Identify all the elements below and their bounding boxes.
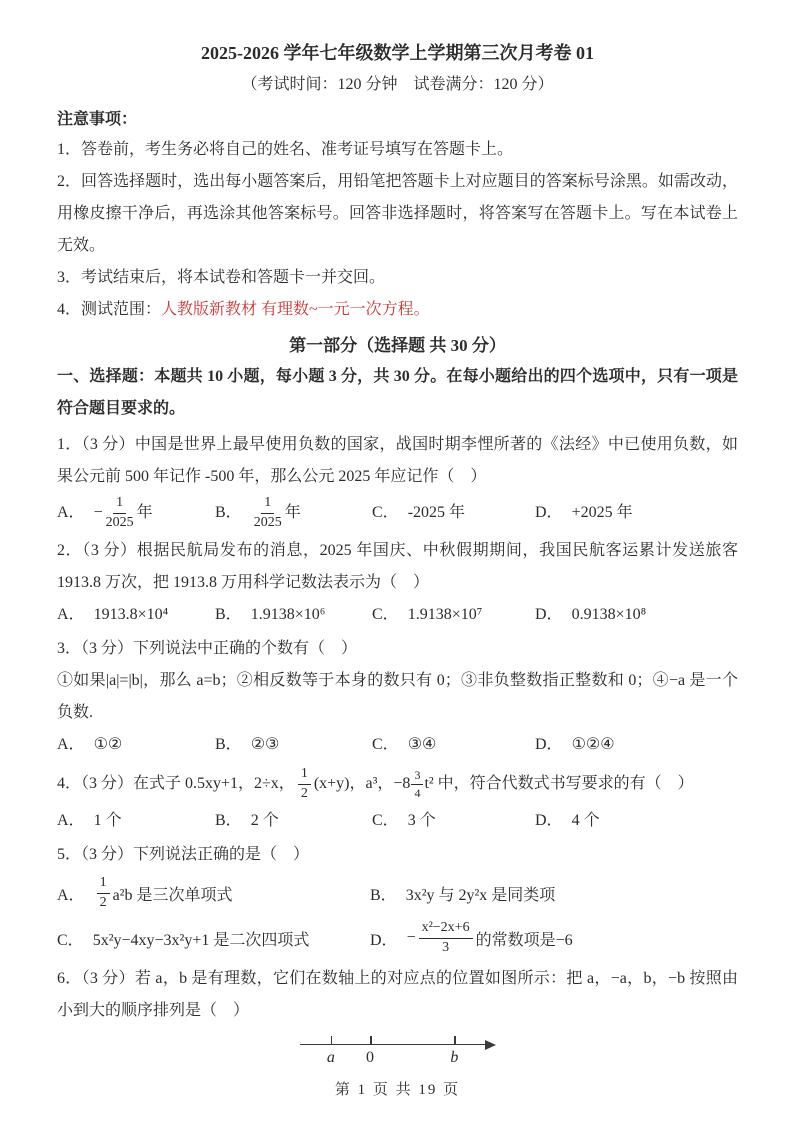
tick-a bbox=[331, 1036, 333, 1045]
option-label-d: D． bbox=[535, 812, 563, 829]
question-5-options-row-2 bbox=[57, 915, 738, 961]
fraction bbox=[411, 769, 423, 799]
question-4-options bbox=[57, 805, 738, 837]
q2-option-b bbox=[215, 599, 372, 631]
notice-item-3: 3．考试结束后，将本试卷和答题卡一并交回。 bbox=[57, 269, 386, 286]
q2-option-a bbox=[57, 599, 215, 631]
option-value: ①② bbox=[93, 736, 123, 753]
mixed-number-sign: −8 bbox=[393, 775, 411, 792]
option-value: -2025 年 bbox=[407, 504, 466, 521]
option-value: ①②④ bbox=[571, 736, 615, 753]
option-label-d: D． bbox=[370, 931, 398, 949]
notice-item-4 bbox=[57, 294, 738, 326]
option-label-b: B． bbox=[215, 606, 242, 623]
fraction bbox=[106, 496, 134, 530]
notice-item-4-prefix: 4．测试范围： bbox=[57, 301, 162, 318]
fraction bbox=[419, 921, 473, 955]
fraction-numerator: 1 bbox=[97, 876, 110, 894]
q5-option-d bbox=[370, 921, 738, 955]
option-label-d: D． bbox=[535, 504, 563, 521]
q4-option-d bbox=[535, 805, 738, 837]
q4-stem-prefix: 4．（3 分）在式子 0.5xy+1，2÷x， bbox=[57, 775, 295, 792]
question-1-stem: 1．（3 分）中国是世界上最早使用负数的国家，战国时期李悝所著的《法经》中已使用负数，如果公元前 500 年记作 -500 年，那么公元 2025 年应记作（ ） bbox=[57, 436, 738, 485]
page-title: 2025-2026 学年七年级数学上学期第三次月考卷 01 bbox=[201, 43, 594, 63]
fraction-denominator: 2 bbox=[99, 894, 107, 910]
fraction bbox=[254, 496, 282, 530]
option-label-c: C． bbox=[57, 931, 84, 949]
fraction-numerator: 1 bbox=[298, 767, 311, 785]
option-suffix: 年 bbox=[284, 504, 301, 521]
option-label-c: C． bbox=[372, 504, 399, 521]
fraction-denominator: 4 bbox=[414, 785, 421, 800]
q4-stem-suffix: t² 中，符合代数式书写要求的有（ ） bbox=[424, 775, 694, 792]
option-value: 3x²y 与 2y²x 是同类项 bbox=[405, 886, 556, 904]
page-number-footer: 第 1 页 共 19 页 bbox=[334, 1082, 461, 1098]
fraction-numerator: x²−2x+6 bbox=[419, 921, 473, 939]
q4-option-c bbox=[372, 805, 535, 837]
question-1-options bbox=[57, 493, 738, 533]
fraction bbox=[97, 876, 110, 910]
option-value: 1.9138×10⁷ bbox=[407, 606, 483, 623]
option-value: 5x²y−4xy−3x²y+1 是二次四项式 bbox=[92, 931, 310, 949]
option-label-c: C． bbox=[372, 606, 399, 623]
question-3-statements: ①如果|a|=|b|，那么 a=b；②相反数等于本身的数只有 0；③非负整数指正整数和 0；④−a 是一个负数. bbox=[57, 672, 738, 721]
option-label-c: C． bbox=[372, 812, 399, 829]
number-line bbox=[300, 1029, 496, 1073]
fraction-denominator: 3 bbox=[442, 939, 450, 955]
fraction-denominator: 2025 bbox=[253, 514, 282, 530]
option-value: +2025 年 bbox=[571, 504, 633, 521]
axis-arrow-icon bbox=[485, 1040, 496, 1050]
option-suffix: 年 bbox=[136, 504, 153, 521]
q1-option-b bbox=[215, 496, 372, 530]
option-suffix: a²b 是三次单项式 bbox=[112, 886, 233, 904]
label-a: a bbox=[326, 1049, 335, 1066]
option-value: ②③ bbox=[250, 736, 280, 753]
question-6-stem: 6．（3 分）若 a，b 是有理数，它们在数轴上的对应点的位置如图所示：把 a，−a，b，−b 按照由小到大的顺序排列是（ ） bbox=[57, 970, 738, 1019]
test-scope-text: 人教版新教材 有理数~一元一次方程。 bbox=[161, 301, 430, 318]
q5-option-c bbox=[57, 927, 370, 950]
option-label-a: A． bbox=[57, 606, 85, 623]
option-label-a: A． bbox=[57, 736, 85, 753]
option-label-a: A． bbox=[57, 812, 85, 829]
option-label-c: C． bbox=[372, 736, 399, 753]
notice-item-2: 2．回答选择题时，选出每小题答案后，用铅笔把答题卡上对应题目的答案标号涂黑。如需改动，用橡皮擦干净后，再选涂其他答案标号。回答非选择题时，将答案写在答题卡上。写在本试卷上无效。 bbox=[57, 173, 738, 254]
q3-option-b bbox=[215, 729, 372, 761]
fraction bbox=[298, 767, 311, 801]
option-value: 2 个 bbox=[250, 812, 279, 829]
q3-option-a bbox=[57, 729, 215, 761]
question-2-options bbox=[57, 599, 738, 631]
minus-sign: − bbox=[406, 929, 416, 946]
option-label-b: B． bbox=[215, 812, 242, 829]
fraction-numerator: 3 bbox=[411, 769, 423, 785]
option-label-b: B． bbox=[215, 504, 242, 521]
q2-option-d bbox=[535, 599, 738, 631]
option-value: 0.9138×10⁸ bbox=[571, 606, 647, 623]
option-label-d: D． bbox=[535, 736, 563, 753]
q5-option-b bbox=[370, 882, 738, 905]
option-value: 4 个 bbox=[571, 812, 600, 829]
fraction-denominator: 2 bbox=[300, 785, 308, 801]
option-label-a: A． bbox=[57, 504, 85, 521]
axis-line bbox=[300, 1044, 488, 1045]
question-5-stem: 5．（3 分）下列说法正确的是（ ） bbox=[57, 846, 310, 863]
option-value: ③④ bbox=[407, 736, 437, 753]
q2-option-c bbox=[372, 599, 535, 631]
option-label-b: B． bbox=[215, 736, 242, 753]
option-value: 1913.8×10⁴ bbox=[93, 606, 169, 623]
option-label-b: B． bbox=[370, 886, 397, 904]
q4-option-a bbox=[57, 805, 215, 837]
fraction-denominator: 2025 bbox=[105, 514, 134, 530]
q4-stem-mid: (x+y)，a³， bbox=[313, 775, 394, 792]
minus-sign: − bbox=[93, 504, 103, 521]
notice-item-1: 1．答卷前，考生务必将自己的姓名、准考证号填写在答题卡上。 bbox=[57, 141, 514, 158]
section-1-heading: 第一部分（选择题 共 30 分） bbox=[289, 336, 506, 355]
label-zero: 0 bbox=[366, 1049, 375, 1066]
question-2-stem: 2．（3 分）根据民航局发布的消息，2025 年国庆、中秋假期期间，我国民航客运累计发送旅客 1913.8 万次，把 1913.8 万用科学记数法表示为（ ） bbox=[57, 542, 738, 591]
option-value: 3 个 bbox=[407, 812, 436, 829]
q1-option-d bbox=[535, 497, 738, 529]
q4-option-b bbox=[215, 805, 372, 837]
option-label-a: A． bbox=[57, 886, 85, 904]
q5-option-a bbox=[57, 876, 370, 910]
question-3-stem: 3．（3 分）下列说法中正确的个数有（ ） bbox=[57, 640, 358, 657]
q3-option-d bbox=[535, 729, 738, 761]
tick-b bbox=[454, 1036, 456, 1045]
fraction-numerator: 1 bbox=[113, 496, 126, 514]
multiple-choice-instruction: 一、选择题：本题共 10 小题，每小题 3 分，共 30 分。在每小题给出的四个选项中，只有一项是符合题目要求的。 bbox=[57, 368, 738, 417]
option-suffix: 的常数项是−6 bbox=[475, 931, 573, 949]
option-label-d: D． bbox=[535, 606, 563, 623]
q6-figure bbox=[57, 1029, 738, 1073]
q1-option-c bbox=[372, 497, 535, 529]
notice-heading: 注意事项： bbox=[57, 111, 138, 128]
option-value: 1.9138×10⁶ bbox=[250, 606, 326, 623]
tick-zero bbox=[370, 1036, 372, 1045]
exam-time-score-line: （考试时间：120 分钟 试卷满分：120 分） bbox=[241, 76, 554, 93]
question-4-stem bbox=[57, 763, 738, 805]
fraction-numerator: 1 bbox=[261, 496, 274, 514]
q1-option-a bbox=[57, 496, 215, 530]
option-value: 1 个 bbox=[93, 812, 122, 829]
question-3-options bbox=[57, 729, 738, 761]
q3-option-c bbox=[372, 729, 535, 761]
label-b: b bbox=[450, 1049, 459, 1066]
question-5-options-row-1 bbox=[57, 871, 738, 915]
